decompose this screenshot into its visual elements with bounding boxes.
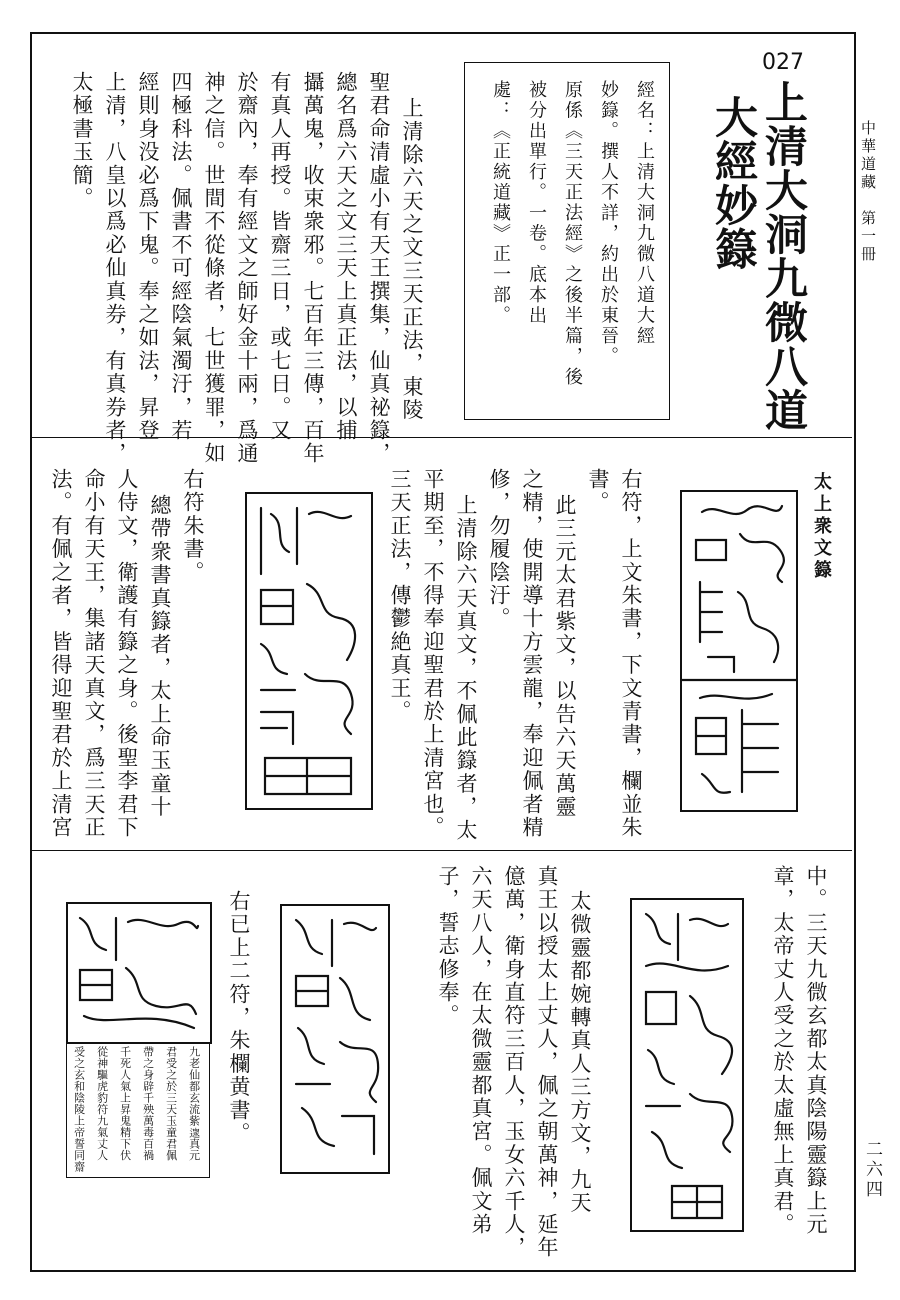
body-column: 此三元太君紫文，以告六天萬靈 xyxy=(553,494,577,819)
talisman-image xyxy=(680,490,798,812)
body-column: 四極科法。佩書不可經陰氣濁汙，若 xyxy=(169,71,193,443)
page-number: 二六四 xyxy=(862,1140,882,1200)
seal-caption-line: 君受之於三天玉童君佩 xyxy=(164,1046,178,1161)
body-column: 神之信。世間不從條者，七世獲罪，如 xyxy=(202,71,226,466)
body-column: 經則身没必爲下鬼。奉之如法，昇登 xyxy=(136,71,160,443)
body-column: 上清，八皇以爲必仙真券，有真券者， xyxy=(103,71,127,466)
caption-column: 書。 xyxy=(586,468,610,515)
seal-caption-line: 九老仙都玄流紫𨖼真元 xyxy=(187,1046,201,1161)
body-column: 平期至，不得奉迎聖君於上清宮也。 xyxy=(421,468,445,840)
body-column: 攝萬鬼，收束衆邪。七百年三傳，百年 xyxy=(301,71,325,466)
body-column: 真王以授太上丈人，佩之朝萬神，延年 xyxy=(535,865,559,1260)
body-column: 修，勿履陰汙。 xyxy=(487,468,511,631)
volume-label: 中華道藏 第一冊 xyxy=(859,120,877,264)
body-column: 聖君命清虛小有天王撰集，仙真祕籙， xyxy=(367,71,391,466)
body-column: 六天八人，在太微靈都真宮。佩文弟 xyxy=(469,865,493,1237)
body-column: 章，太帝丈人受之於太虛無上真君。 xyxy=(771,865,795,1237)
body-column: 億萬，衛身直符三百人，玉女六千人， xyxy=(502,865,526,1260)
body-column: 上清除六天之文三天正法，東陵 xyxy=(400,97,424,422)
body-column: 總帶衆書真籙者，太上命玉童十 xyxy=(148,494,172,819)
body-column: 太極書玉簡。 xyxy=(70,71,94,211)
talisman-image xyxy=(245,492,373,810)
talisman-image xyxy=(66,902,212,1044)
body-column: 太微靈都婉轉真人三方文，九天 xyxy=(568,890,592,1215)
body-column: 中。三天九微玄都太真陰陽靈籙上元 xyxy=(804,865,828,1237)
caption-column: 右符朱書。 xyxy=(181,468,205,584)
body-column: 有真人再授。皆齋三日，或七日。又 xyxy=(268,71,292,443)
seal-caption-line: 從神驅虎豹符九氣丈人 xyxy=(95,1046,109,1161)
note-column: 妙籙。撰人不詳，約出於東晉。 xyxy=(598,80,619,367)
body-column: 總名爲六天之文三天上真正法，以捕 xyxy=(334,71,358,443)
body-column: 於齋內，奉有經文之師好金十兩，爲通 xyxy=(235,71,259,466)
seal-caption-line: 千死人氣上昇鬼精下伏 xyxy=(118,1046,132,1161)
body-column: 上清除六天真文，不佩此籙者，太 xyxy=(454,494,478,842)
entry-number: 027 xyxy=(762,50,804,75)
body-column: 命小有天王，集諸天真文，爲三天正 xyxy=(82,468,106,840)
body-column: 人侍文，衛護有籙之身。後聖李君下 xyxy=(115,468,139,840)
section-label: 太上衆文籙 xyxy=(811,472,832,582)
caption-column: 右已上二符，朱欄黄書。 xyxy=(227,890,251,1146)
talisman-image xyxy=(280,904,390,1174)
scripture-title-line1: 上清大洞九微八道 xyxy=(758,80,808,432)
note-column: 處：《正統道藏》正一部。 xyxy=(490,80,511,326)
caption-column: 右符，上文朱書，下文青書，欄並朱 xyxy=(619,468,643,840)
body-column: 子，誓志修奉。 xyxy=(436,865,460,1028)
talisman-image xyxy=(630,898,744,1232)
note-column: 原係《三天正法經》之後半篇，後 xyxy=(562,80,583,388)
seal-caption-line: 帶之身辟千殃萬毒百禍 xyxy=(141,1046,155,1161)
body-column: 之精，使開導十方雲龍，奉迎佩者精 xyxy=(520,468,544,840)
scripture-title-line2: 大經妙籙 xyxy=(708,95,758,271)
section-divider-bottom xyxy=(32,850,852,851)
body-column: 三天正法，傳鬱絶真王。 xyxy=(388,468,412,724)
note-column: 經名：上清大洞九微八道大經 xyxy=(634,80,655,347)
seal-caption-line: 受之玄和陰陵上帝誓同齋 xyxy=(72,1046,86,1173)
body-column: 法。有佩之者，皆得迎聖君於上清宮 xyxy=(49,468,73,840)
note-column: 被分出單行。一卷。底本出 xyxy=(526,80,547,326)
